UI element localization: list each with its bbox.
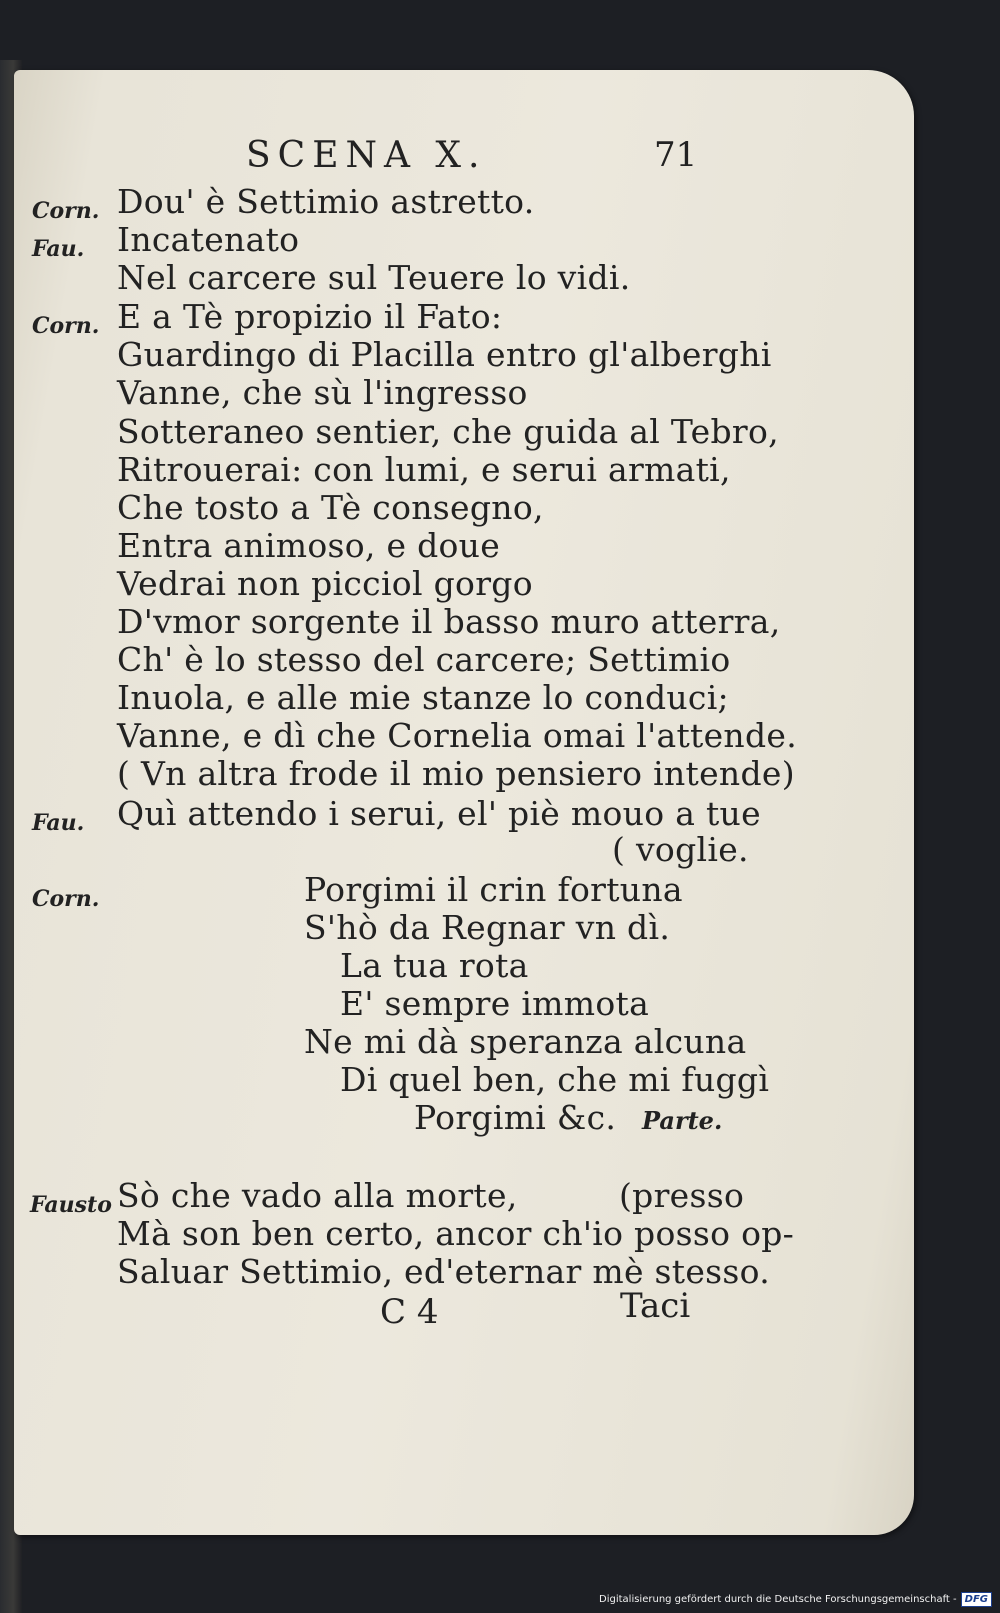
speaker-label: Fausto	[30, 1192, 112, 1218]
page-number: 71	[654, 135, 698, 175]
verse-line: D'vmor sorgente il basso muro atterra,	[117, 602, 781, 641]
speaker-label: Corn.	[32, 886, 100, 912]
verse-line: ( Vn altra frode il mio pensiero intende)	[117, 754, 795, 793]
scene-header: SCENA X.	[246, 135, 487, 176]
verse-line: Ritrouerai: con lumi, e serui armati,	[117, 450, 731, 489]
verse-line: Sotteraneo sentier, che guida al Tebro,	[117, 412, 779, 451]
aria-line: La tua rota	[340, 946, 529, 985]
verse-line: Vanne, che sù l'ingresso	[117, 373, 528, 412]
verse-line: Dou' è Settimio astretto.	[117, 182, 535, 221]
aria-line: Porgimi &c.	[414, 1098, 617, 1137]
credit-text: Digitalisierung gefördert durch die Deutsche Forschungsgemeinschaft -	[599, 1593, 957, 1605]
verse-line: Vedrai non picciol gorgo	[117, 564, 533, 603]
verse-line: Incatenato	[117, 220, 300, 259]
catchword: Taci	[620, 1286, 691, 1326]
aria-line: Di quel ben, che mi fuggì	[340, 1060, 770, 1099]
speaker-label: Fau.	[32, 810, 85, 836]
speaker-label: Corn.	[32, 313, 100, 339]
verse-line: Mà son ben certo, ancor ch'io posso op-	[117, 1214, 795, 1253]
verse-line: Ch' è lo stesso del carcere; Settimio	[117, 640, 731, 679]
verse-line: Vanne, e dì che Cornelia omai l'attende.	[117, 716, 798, 755]
verse-line: Guardingo di Placilla entro gl'alberghi	[117, 335, 772, 374]
verse-line: Nel carcere sul Teuere lo vidi.	[117, 258, 631, 297]
verse-line: Quì attendo i serui, el' piè mouo a tue	[117, 794, 761, 833]
digitization-credit	[599, 1591, 992, 1607]
stage-direction: Parte.	[642, 1106, 723, 1135]
verse-turnover: ( voglie.	[612, 830, 749, 869]
verse-line: Saluar Settimio, ed'eternar mè stesso.	[117, 1252, 771, 1291]
signature-mark: C 4	[380, 1292, 439, 1332]
speaker-label: Fau.	[32, 236, 85, 262]
aria-line: E' sempre immota	[340, 984, 650, 1023]
verse-line: Che tosto a Tè consegno,	[117, 488, 544, 527]
speaker-label: Corn.	[32, 198, 100, 224]
aria-line: Porgimi il crin fortuna	[304, 870, 683, 909]
verse-line: Entra animoso, e doue	[117, 526, 501, 565]
aria-line: S'hò da Regnar vn dì.	[304, 908, 671, 947]
verse-line: Inuola, e alle mie stanze lo conduci;	[117, 678, 729, 717]
verse-line: E a Tè propizio il Fato:	[117, 297, 503, 336]
dfg-logo: DFG	[961, 1592, 992, 1607]
book-page	[14, 70, 914, 1535]
verse-line: Sò che vado alla morte,	[117, 1176, 518, 1215]
verse-turnover: (presso	[619, 1176, 745, 1215]
aria-line: Ne mi dà speranza alcuna	[304, 1022, 747, 1061]
